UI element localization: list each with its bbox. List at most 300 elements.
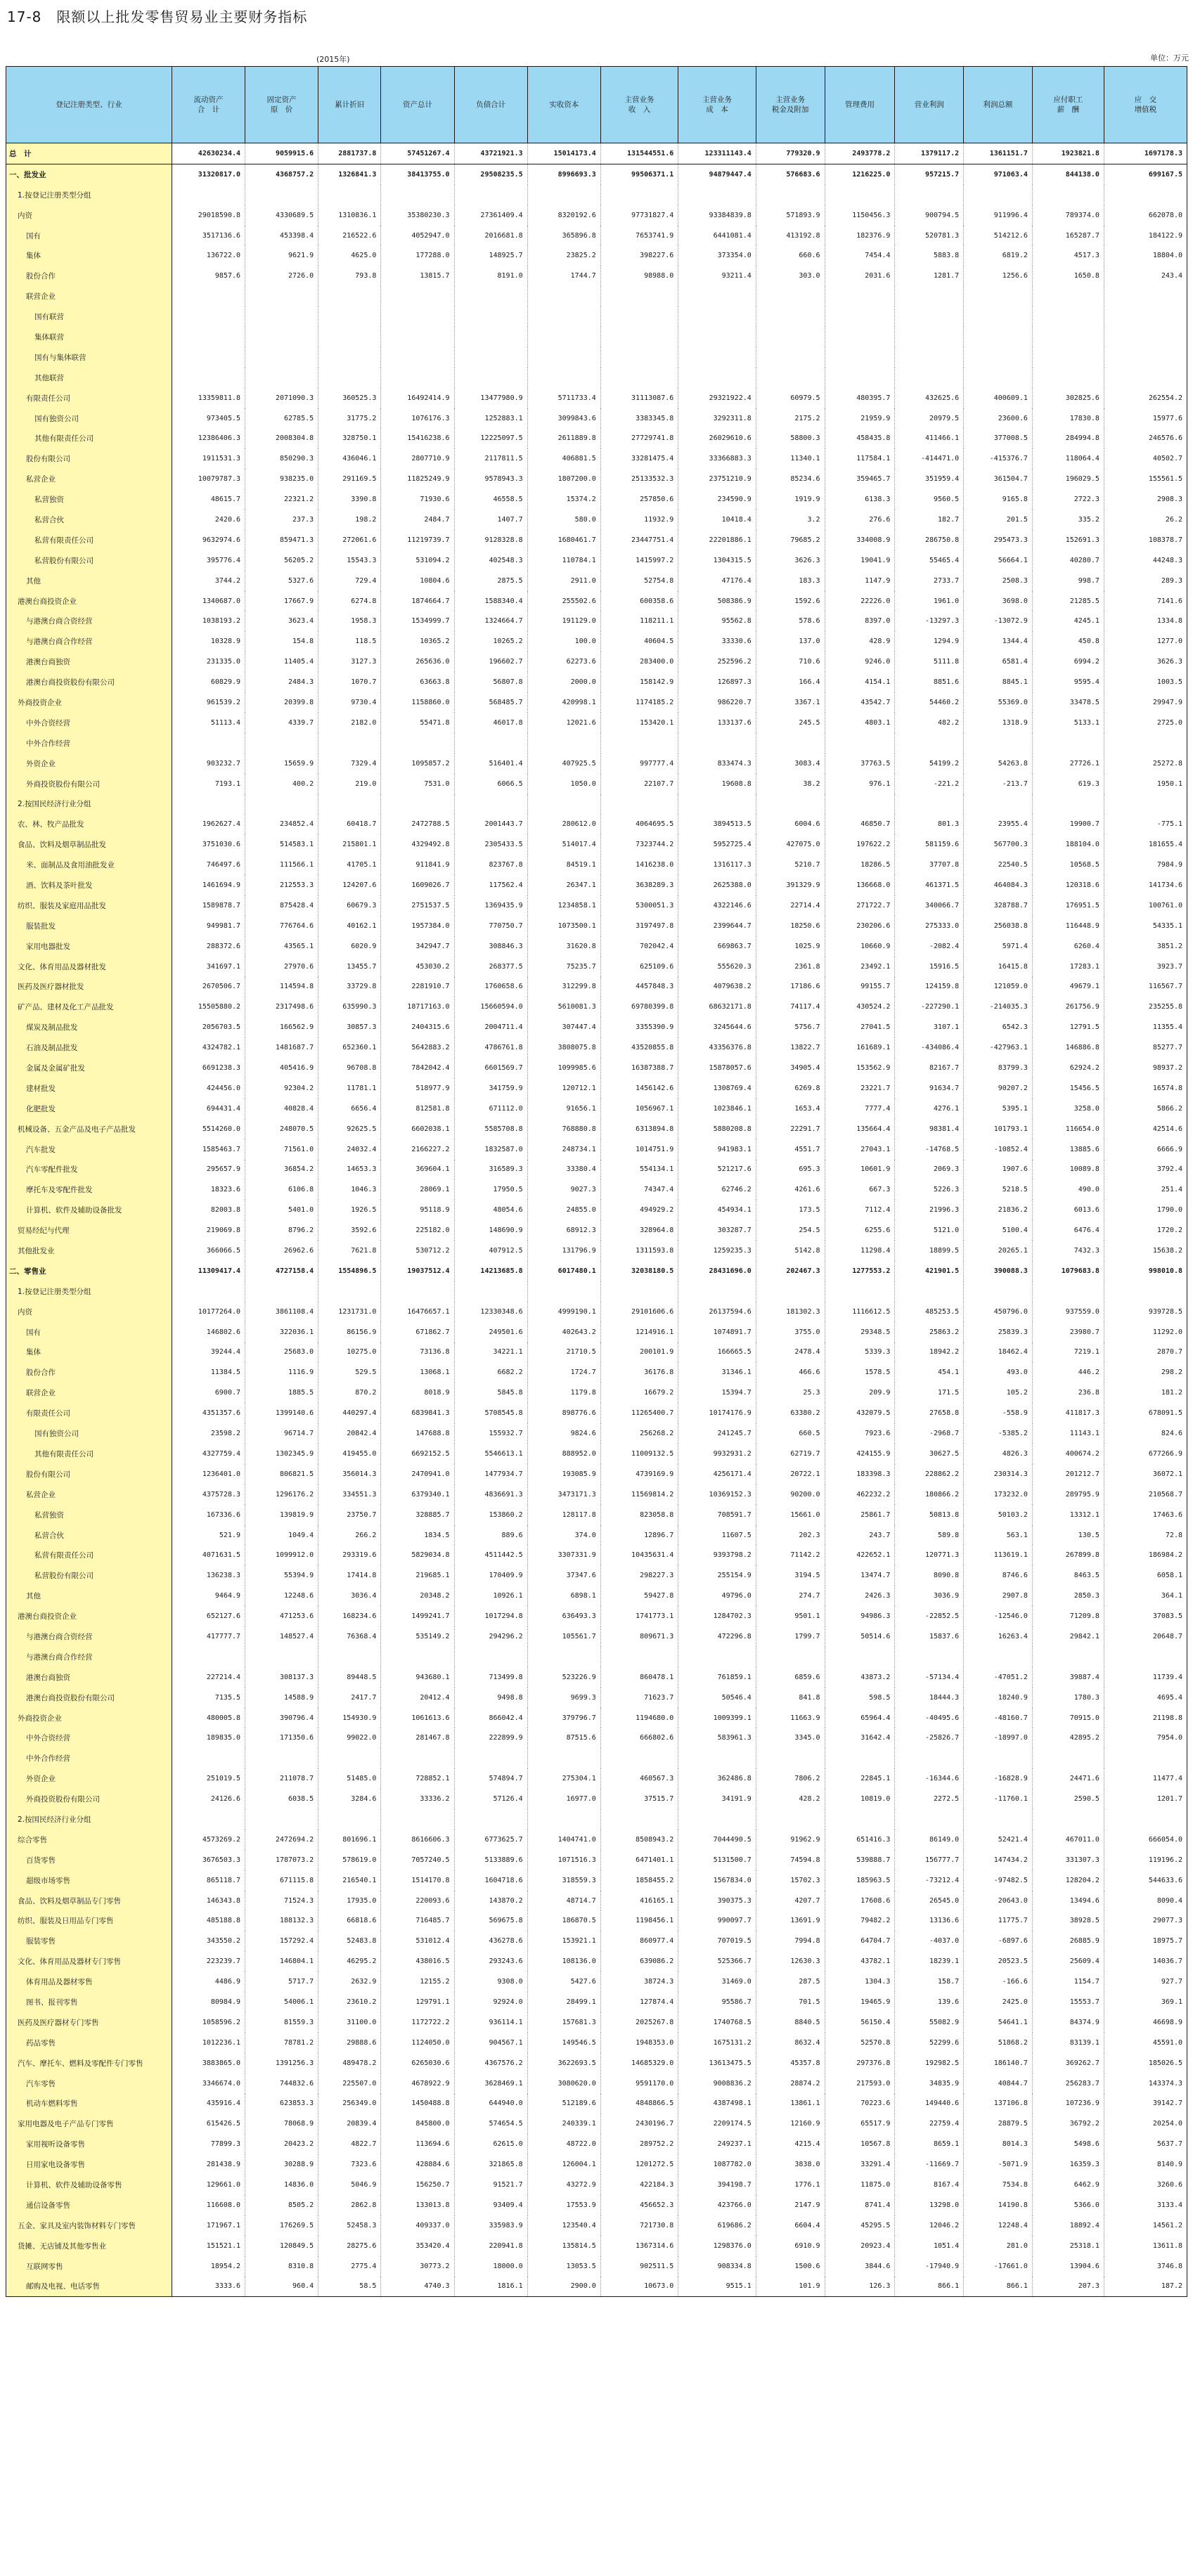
- table-cell: 136668.0: [825, 875, 895, 895]
- table-cell: 17935.0: [318, 1891, 381, 1911]
- table-cell: 51113.4: [172, 713, 245, 733]
- table-row: [6, 916, 1187, 936]
- table-cell: 2911.0: [527, 571, 600, 591]
- table-cell: 124159.8: [895, 977, 964, 997]
- table-cell: 51485.0: [318, 1768, 381, 1789]
- table-cell: [964, 368, 1033, 388]
- table-cell: 660.6: [756, 245, 825, 266]
- row-label: 其他批发业: [6, 1241, 172, 1261]
- table-cell: 16977.0: [527, 1789, 600, 1809]
- table-cell: 365896.8: [527, 226, 600, 246]
- header-main-tax: 主营业务 税金及附加: [756, 67, 825, 143]
- table-cell: 149440.6: [895, 2094, 964, 2114]
- table-cell: [454, 1647, 527, 1667]
- table-cell: 943680.1: [381, 1667, 454, 1688]
- table-cell: 79685.2: [756, 530, 825, 550]
- table-cell: 405416.9: [245, 1058, 318, 1078]
- table-cell: 598.5: [825, 1688, 895, 1708]
- table-cell: 85277.7: [1104, 1037, 1187, 1058]
- table-cell: [825, 794, 895, 815]
- table-cell: 1334.8: [1104, 611, 1187, 631]
- table-cell: 182376.9: [825, 226, 895, 246]
- table-cell: 71930.6: [381, 489, 454, 510]
- table-cell: 55471.8: [381, 713, 454, 733]
- table-cell: 143870.2: [454, 1891, 527, 1911]
- table-cell: 10365.2: [381, 631, 454, 652]
- table-cell: 158142.9: [600, 672, 678, 692]
- table-cell: 2590.5: [1032, 1789, 1104, 1809]
- table-cell: 865118.7: [172, 1870, 245, 1891]
- table-cell: 3626.3: [1104, 652, 1187, 672]
- table-cell: 5883.8: [895, 245, 964, 266]
- table-cell: [964, 306, 1033, 327]
- table-cell: 37515.7: [600, 1789, 678, 1809]
- table-cell: 1038193.2: [172, 611, 245, 631]
- table-cell: [172, 733, 245, 753]
- table-row: [6, 2215, 1187, 2236]
- table-cell: 8191.0: [454, 266, 527, 286]
- table-cell: 153420.1: [600, 713, 678, 733]
- table-cell: 1012236.1: [172, 2033, 245, 2053]
- table-cell: 1680461.7: [527, 530, 600, 550]
- table-cell: 48714.7: [527, 1891, 600, 1911]
- table-cell: 713499.8: [454, 1667, 527, 1688]
- table-cell: 171350.6: [245, 1728, 318, 1748]
- table-cell: 699167.5: [1104, 164, 1187, 184]
- table-cell: 29508235.5: [454, 164, 527, 184]
- table-cell: 4276.1: [895, 1099, 964, 1119]
- table-cell: 74594.8: [756, 1850, 825, 1870]
- table-cell: 904567.1: [454, 2033, 527, 2053]
- table-cell: [825, 1647, 895, 1667]
- table-cell: 34191.9: [678, 1789, 756, 1809]
- table-cell: 29077.3: [1104, 1910, 1187, 1931]
- table-cell: 902511.5: [600, 2256, 678, 2277]
- table-cell: 574654.5: [454, 2114, 527, 2134]
- table-cell: 29321922.4: [678, 388, 756, 408]
- row-label: 国有与集体联营: [6, 347, 172, 368]
- table-cell: 770750.7: [454, 916, 527, 936]
- table-cell: -11669.7: [895, 2154, 964, 2175]
- table-cell: 40280.7: [1032, 550, 1104, 571]
- table-cell: 78781.2: [245, 2033, 318, 2053]
- table-cell: 4387498.1: [678, 2094, 756, 2114]
- table-cell: 46295.2: [318, 1951, 381, 1972]
- row-label: 日用家电设备零售: [6, 2154, 172, 2175]
- table-row: [6, 2094, 1187, 2114]
- table-cell: 454.1: [895, 1362, 964, 1383]
- table-cell: 5610081.3: [527, 997, 600, 1017]
- table-cell: 395776.4: [172, 550, 245, 571]
- table-row: [6, 733, 1187, 753]
- table-row: [6, 1688, 1187, 1708]
- table-cell: 193085.9: [527, 1464, 600, 1484]
- table-cell: 1025.9: [756, 936, 825, 957]
- table-cell: 121059.0: [964, 977, 1033, 997]
- table-cell: 17830.8: [1032, 408, 1104, 429]
- table-cell: [756, 286, 825, 306]
- table-cell: 246576.6: [1104, 428, 1187, 448]
- table-cell: 20423.2: [245, 2134, 318, 2154]
- page-title: 17-8 限额以上批发零售贸易业主要财务指标: [7, 8, 308, 25]
- table-cell: [245, 1281, 318, 1302]
- table-cell: 4573269.2: [172, 1830, 245, 1850]
- table-cell: [381, 1647, 454, 1667]
- table-cell: 900794.5: [895, 205, 964, 226]
- table-cell: 5401.0: [245, 1200, 318, 1220]
- table-cell: [964, 327, 1033, 347]
- table-cell: 6542.3: [964, 1017, 1033, 1037]
- table-cell: 9730.4: [318, 692, 381, 713]
- table-cell: 841.8: [756, 1688, 825, 1708]
- table-cell: 4330689.5: [245, 205, 318, 226]
- table-cell: 1415997.2: [600, 550, 678, 571]
- table-cell: 1198456.1: [600, 1910, 678, 1931]
- table-cell: [172, 327, 245, 347]
- table-cell: 153921.1: [527, 1931, 600, 1951]
- table-cell: 280612.0: [527, 814, 600, 834]
- row-label: 2.按国民经济行业分组: [6, 794, 172, 815]
- row-label: 港澳台商独资: [6, 1667, 172, 1688]
- table-cell: 10567.8: [825, 2134, 895, 2154]
- table-cell: 146343.8: [172, 1891, 245, 1911]
- table-cell: 400.2: [245, 774, 318, 794]
- row-label: 百货零售: [6, 1850, 172, 1870]
- table-cell: 2908.3: [1104, 489, 1187, 510]
- row-label: 内资: [6, 1302, 172, 1322]
- table-cell: 523226.9: [527, 1667, 600, 1688]
- table-cell: 776764.6: [245, 916, 318, 936]
- table-cell: [381, 1809, 454, 1830]
- row-label: 1.按登记注册类型分组: [6, 185, 172, 205]
- table-cell: 45591.0: [1104, 2033, 1187, 2053]
- table-cell: 275304.1: [527, 1768, 600, 1789]
- header-paid-in-capital: 实收资本: [527, 67, 600, 143]
- table-cell: 46558.5: [454, 489, 527, 510]
- table-cell: 105.2: [964, 1383, 1033, 1403]
- table-cell: 281.0: [964, 2236, 1033, 2256]
- table-cell: 3622693.5: [527, 2053, 600, 2073]
- table-cell: 1926.5: [318, 1200, 381, 1220]
- row-label: 2.按国民经济行业分组: [6, 1809, 172, 1830]
- row-label: 二、零售业: [6, 1261, 172, 1281]
- table-cell: [454, 733, 527, 753]
- table-cell: [964, 1748, 1033, 1768]
- table-cell: 845800.0: [381, 2114, 454, 2134]
- table-cell: 7954.0: [1104, 1728, 1187, 1748]
- table-cell: 31320817.0: [172, 164, 245, 184]
- table-cell: [678, 794, 756, 815]
- table-cell: 5756.7: [756, 1017, 825, 1037]
- table-cell: 68912.3: [527, 1220, 600, 1241]
- table-cell: 234590.9: [678, 489, 756, 510]
- table-row: [6, 2175, 1187, 2195]
- table-cell: 33366883.3: [678, 448, 756, 469]
- table-cell: [895, 1809, 964, 1830]
- table-row: [6, 814, 1187, 834]
- table-cell: 18899.5: [895, 1241, 964, 1261]
- table-cell: 23221.7: [825, 1078, 895, 1099]
- table-cell: 1259235.3: [678, 1241, 756, 1261]
- table-row: [6, 2073, 1187, 2094]
- table-cell: 13885.6: [1032, 1139, 1104, 1160]
- table-cell: 166665.5: [678, 1342, 756, 1363]
- table-cell: 29947.9: [1104, 692, 1187, 713]
- table-cell: 133013.8: [381, 2195, 454, 2215]
- row-label: 邮购及电视、电话零售: [6, 2277, 172, 2297]
- table-cell: 619686.2: [678, 2215, 756, 2236]
- table-cell: 110784.1: [527, 550, 600, 571]
- table-cell: 998010.8: [1104, 1261, 1187, 1281]
- table-cell: [381, 286, 454, 306]
- table-cell: 2426.3: [825, 1586, 895, 1606]
- table-cell: 6656.4: [318, 1099, 381, 1119]
- row-label: 与港澳台商合作经营: [6, 631, 172, 652]
- table-cell: 5642883.2: [381, 1037, 454, 1058]
- table-cell: 13904.6: [1032, 2256, 1104, 2277]
- table-cell: 8140.9: [1104, 2154, 1187, 2175]
- table-cell: -17940.9: [895, 2256, 964, 2277]
- table-cell: [964, 733, 1033, 753]
- table-cell: 1379117.2: [895, 143, 964, 164]
- row-label: 家用电器批发: [6, 936, 172, 957]
- table-cell: 19041.9: [825, 550, 895, 571]
- table-cell: 99022.0: [318, 1728, 381, 1748]
- table-cell: 200101.9: [600, 1342, 678, 1363]
- table-cell: 1304.3: [825, 1972, 895, 1992]
- table-cell: 544633.6: [1104, 1870, 1187, 1891]
- table-cell: 120771.3: [895, 1545, 964, 1565]
- table-cell: 2417.7: [318, 1688, 381, 1708]
- table-cell: 62273.6: [527, 652, 600, 672]
- table-cell: 192982.5: [895, 2053, 964, 2073]
- table-cell: 911841.9: [381, 855, 454, 875]
- table-cell: [600, 1748, 678, 1768]
- table-cell: 52754.8: [600, 571, 678, 591]
- table-cell: 450796.0: [964, 1302, 1033, 1322]
- row-label: 计算机、软件及辅助设备批发: [6, 1200, 172, 1220]
- table-cell: 4322146.6: [678, 895, 756, 916]
- table-cell: 850290.3: [245, 448, 318, 469]
- table-cell: [964, 1647, 1033, 1667]
- table-cell: -414471.0: [895, 448, 964, 469]
- table-cell: [825, 347, 895, 368]
- table-cell: 293319.6: [318, 1545, 381, 1565]
- table-row: [6, 408, 1187, 429]
- row-label: 国有: [6, 1322, 172, 1342]
- table-cell: 411466.1: [895, 428, 964, 448]
- table-cell: 215801.1: [318, 834, 381, 855]
- table-cell: 6038.5: [245, 1789, 318, 1809]
- table-cell: 20842.4: [318, 1423, 381, 1444]
- table-row: [6, 1160, 1187, 1180]
- row-label: 1.按登记注册类型分组: [6, 1281, 172, 1302]
- table-cell: 5131500.7: [678, 1850, 756, 1870]
- table-row: [6, 2134, 1187, 2154]
- table-cell: [756, 733, 825, 753]
- table-cell: [381, 185, 454, 205]
- table-cell: 248734.1: [527, 1139, 600, 1160]
- table-cell: 166.4: [756, 672, 825, 692]
- table-cell: 13053.5: [527, 2256, 600, 2277]
- table-cell: 18954.2: [172, 2256, 245, 2277]
- table-cell: 938235.0: [245, 469, 318, 489]
- table-cell: 1003.5: [1104, 672, 1187, 692]
- table-cell: 255502.6: [527, 591, 600, 611]
- table-cell: [527, 347, 600, 368]
- table-cell: 5226.3: [895, 1179, 964, 1200]
- table-cell: 22714.4: [756, 895, 825, 916]
- table-cell: 430524.2: [825, 997, 895, 1017]
- table-cell: 1450488.8: [381, 2094, 454, 2114]
- table-cell: 2016681.8: [454, 226, 527, 246]
- table-cell: 14836.0: [245, 2175, 318, 2195]
- table-cell: [600, 368, 678, 388]
- table-cell: [245, 1748, 318, 1768]
- table-cell: 3844.6: [825, 2256, 895, 2277]
- table-cell: [245, 794, 318, 815]
- table-cell: 29101606.6: [600, 1302, 678, 1322]
- table-cell: 651416.3: [825, 1830, 895, 1850]
- table-cell: 428884.6: [381, 2154, 454, 2175]
- table-row: [6, 1281, 1187, 1302]
- table-cell: 17414.8: [318, 1565, 381, 1586]
- table-cell: [527, 327, 600, 347]
- table-cell: 555620.3: [678, 957, 756, 977]
- table-cell: 8659.1: [895, 2134, 964, 2154]
- table-cell: [172, 185, 245, 205]
- table-cell: 83799.3: [964, 1058, 1033, 1078]
- table-cell: 10819.0: [825, 1789, 895, 1809]
- table-cell: 9632974.6: [172, 530, 245, 550]
- table-row: [6, 1220, 1187, 1241]
- table-row: [6, 631, 1187, 652]
- row-label: 中外合作经营: [6, 733, 172, 753]
- table-cell: 25683.0: [245, 1342, 318, 1363]
- table-cell: 153562.9: [825, 1058, 895, 1078]
- table-cell: 485188.8: [172, 1910, 245, 1931]
- table-cell: 8741.4: [825, 2195, 895, 2215]
- table-cell: 56205.2: [245, 550, 318, 571]
- table-cell: 46850.7: [825, 814, 895, 834]
- table-cell: 60979.5: [756, 388, 825, 408]
- table-cell: 1076176.3: [381, 408, 454, 429]
- table-cell: -10852.4: [964, 1139, 1033, 1160]
- table-cell: 2900.0: [527, 2277, 600, 2297]
- table-cell: 1650.8: [1032, 266, 1104, 286]
- table-cell: 25318.1: [1032, 2236, 1104, 2256]
- table-cell: 3345.0: [756, 1728, 825, 1748]
- table-cell: 568485.7: [454, 692, 527, 713]
- table-cell: 95586.7: [678, 1992, 756, 2012]
- table-row: [6, 550, 1187, 571]
- table-cell: 42514.6: [1104, 1119, 1187, 1139]
- table-cell: 52458.3: [318, 2215, 381, 2236]
- table-cell: 708591.7: [678, 1505, 756, 1525]
- table-cell: 8505.2: [245, 2195, 318, 2215]
- table-cell: 7777.4: [825, 1099, 895, 1119]
- table-cell: 1404741.0: [527, 1830, 600, 1850]
- table-cell: 1950.1: [1104, 774, 1187, 794]
- table-cell: 2493778.2: [825, 143, 895, 164]
- table-cell: 287.5: [756, 1972, 825, 1992]
- table-cell: 100.0: [527, 631, 600, 652]
- table-cell: 3861108.4: [245, 1302, 318, 1322]
- table-cell: [1104, 1748, 1187, 1768]
- table-cell: 276.6: [825, 510, 895, 530]
- table-cell: 220941.8: [454, 2236, 527, 2256]
- table-cell: 50103.2: [964, 1505, 1033, 1525]
- table-cell: 390088.3: [964, 1261, 1033, 1281]
- table-row: [6, 347, 1187, 368]
- table-cell: 135664.4: [825, 1119, 895, 1139]
- table-cell: 806821.5: [245, 1464, 318, 1484]
- table-row: [6, 1444, 1187, 1464]
- table-cell: 2670506.7: [172, 977, 245, 997]
- table-cell: 17950.5: [454, 1179, 527, 1200]
- table-cell: 13298.0: [895, 2195, 964, 2215]
- table-cell: [825, 306, 895, 327]
- table-cell: 3292311.8: [678, 408, 756, 429]
- table-cell: [756, 1748, 825, 1768]
- table-cell: 5100.4: [964, 1220, 1033, 1241]
- header-admin-expenses: 管理费用: [825, 67, 895, 143]
- table-cell: -25826.7: [895, 1728, 964, 1748]
- table-cell: 600358.6: [600, 591, 678, 611]
- table-cell: 211078.7: [245, 1768, 318, 1789]
- table-cell: 571893.9: [756, 205, 825, 226]
- table-row: [6, 1058, 1187, 1078]
- table-cell: 369.1: [1104, 1992, 1187, 2012]
- table-cell: 394198.7: [678, 2175, 756, 2195]
- table-cell: [678, 327, 756, 347]
- table-cell: 530712.2: [381, 1241, 454, 1261]
- table-cell: 217593.0: [825, 2073, 895, 2094]
- table-cell: 961539.2: [172, 692, 245, 713]
- table-cell: 27970.6: [245, 957, 318, 977]
- table-row: [6, 1667, 1187, 1688]
- table-cell: [245, 327, 318, 347]
- table-cell: 13613475.5: [678, 2053, 756, 2073]
- table-row: [6, 1322, 1187, 1342]
- table-cell: 998.7: [1032, 571, 1104, 591]
- table-cell: 677266.9: [1104, 1444, 1187, 1464]
- table-cell: 4786761.8: [454, 1037, 527, 1058]
- table-cell: 472296.8: [678, 1626, 756, 1647]
- table-cell: 2725.0: [1104, 713, 1187, 733]
- row-label: 食品、饮料及烟草制品专门零售: [6, 1891, 172, 1911]
- table-cell: -434086.4: [895, 1037, 964, 1058]
- row-label: 文化、体育用品及器材批发: [6, 957, 172, 977]
- table-row: [6, 2154, 1187, 2175]
- unit-label: 单位：万元: [1150, 53, 1189, 63]
- table-cell: 1023846.1: [678, 1099, 756, 1119]
- table-cell: 48722.0: [527, 2134, 600, 2154]
- header-total-assets: 资产总计: [381, 67, 454, 143]
- table-cell: 21836.2: [964, 1200, 1033, 1220]
- table-cell: 13691.9: [756, 1910, 825, 1931]
- table-cell: -2968.7: [895, 1423, 964, 1444]
- row-label: 港澳台商投资企业: [6, 591, 172, 611]
- table-cell: 147434.2: [964, 1850, 1033, 1870]
- table-cell: 14036.7: [1104, 1951, 1187, 1972]
- table-cell: 5845.8: [454, 1383, 527, 1403]
- table-cell: [527, 1748, 600, 1768]
- table-cell: 98937.2: [1104, 1058, 1187, 1078]
- table-cell: 1058596.2: [172, 2012, 245, 2033]
- table-cell: 1049.4: [245, 1525, 318, 1546]
- table-row: [6, 1139, 1187, 1160]
